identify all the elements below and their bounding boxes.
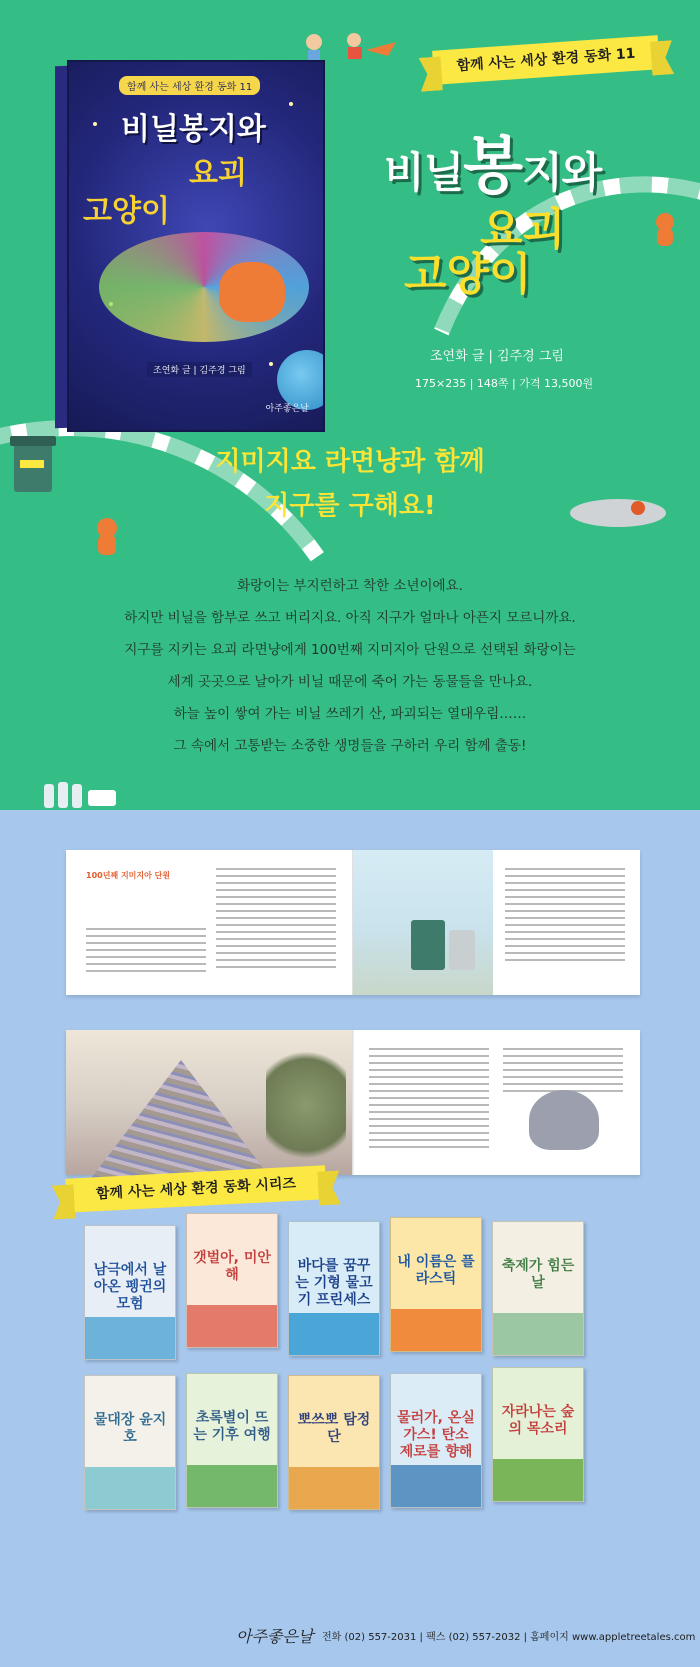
title-part-1: 비닐 [384,148,464,197]
series-book-title: 물러가, 온실가스! 탄소 제로를 향해 [397,1410,475,1460]
series-book[interactable] [390,1373,482,1508]
cover-series-pill: 함께 사는 세상 환경 동화 11 [119,76,260,95]
book-cover [67,60,325,432]
headline-line-1: 지미지요 라면냥과 함께 [215,447,485,477]
city-illustration [353,850,493,995]
text-block [86,928,206,977]
title-big-char: 봉 [463,129,523,202]
book-band [85,1467,175,1509]
series-list-ribbon: 함께 사는 세상 환경 동화 시리즈 [65,1165,326,1213]
book-band [493,1313,583,1355]
series-book[interactable] [492,1367,584,1502]
description-line: 지구를 지키는 요괴 라면냥에게 100번째 지미지아 단원으로 선택된 화랑이는 [124,642,576,658]
text-block [369,1048,489,1153]
spread-2-left-page [66,1030,353,1175]
description-line: 하지만 비닐을 함부로 쓰고 버리지요. 아직 지구가 얼마나 아픈지 모르니까요. [124,610,576,626]
series-book[interactable] [492,1221,584,1356]
series-book-grid [84,1225,628,1565]
publisher-logo: 아주좋은날 [236,1627,314,1646]
description-line: 하늘 높이 쌓여 가는 비닐 쓰레기 산, 파괴되는 열대우림…… [173,706,527,722]
description-line: 세계 곳곳으로 날아가 비닐 때문에 죽어 가는 동물들을 만나요. [167,674,533,690]
spread-1-right-page [353,850,640,995]
publisher-contact: 전화 (02) 557-2031 | 팩스 (02) 557-2032 | 홈페이지 www.appletreetales.com [322,1632,696,1643]
elephant-illustration [529,1090,599,1150]
series-ribbon: 함께 사는 세상 환경 동화 11 [432,35,660,85]
text-block [505,868,625,966]
book-band [85,1317,175,1359]
headline [0,440,700,528]
spread-chapter-heading: 100년째 지미지아 단원 [86,871,171,880]
series-book[interactable] [390,1217,482,1352]
book-description [0,570,700,762]
orange-cat-illustration [219,262,285,322]
cover-publisher: 아주좋은날 [265,404,309,414]
green-bin-illustration [411,920,445,970]
star-decoration [269,362,273,366]
book-band [187,1305,277,1347]
book-band [289,1467,379,1509]
cover-title-3: 고양이 [83,194,170,229]
spread-1-left-page [66,850,353,995]
hero-section [0,0,700,810]
footer [0,1600,700,1667]
title-line-1 [384,116,601,205]
book-band [289,1313,379,1355]
series-book-title: 자라나는 숲의 목소리 [501,1404,575,1437]
book-credits: 조연화 글 | 김주경 그림 [430,349,564,364]
book-title [384,88,674,308]
trash-heap [86,1060,276,1185]
series-book[interactable] [84,1375,176,1510]
text-block [216,868,336,973]
tree-illustration [266,1040,346,1170]
series-book[interactable] [186,1373,278,1508]
book-band [187,1465,277,1507]
book-spread-1 [66,850,640,995]
book-band [391,1309,481,1351]
book-spread-2 [66,1030,640,1175]
series-book[interactable] [288,1375,380,1510]
title-line-2: 요괴 [480,204,566,255]
title-part-2: 지와 [522,148,602,197]
series-book-title: 내 이름은 플라스틱 [397,1254,475,1287]
trash-mountain-illustration [66,1030,353,1175]
title-line-3: 고양이 [404,249,532,300]
series-book-title: 물대장 윤지호 [93,1412,167,1445]
book-specs: 175×235 | 148쪽 | 가격 13,500원 [415,377,594,390]
book-band [391,1465,481,1507]
plastic-bottles-illustration [40,776,120,810]
star-decoration [93,122,97,126]
cover-title-1: 비닐봉지와 [121,112,266,147]
book-band [493,1459,583,1501]
grey-bin-illustration [449,930,475,970]
series-book-title: 축제가 힘든 날 [501,1258,575,1291]
description-line: 화랑이는 부지런하고 착한 소년이에요. [237,578,463,594]
headline-line-2: 지구를 구해요! [264,491,436,521]
series-book[interactable] [84,1225,176,1360]
star-decoration [289,102,293,106]
spread-2-right-page [353,1030,640,1175]
series-book-title: 초록별이 뜨는 기후 여행 [193,1410,271,1443]
series-book-title: 갯벌아, 미안해 [193,1250,271,1283]
series-book-title: 뽀쓰뽀 탐정단 [297,1412,371,1445]
series-book[interactable] [186,1213,278,1348]
book-cover-3d [55,60,325,432]
cover-authors: 조연화 글 | 김주경 그림 [147,362,252,377]
series-book-title: 남극에서 날아온 펭귄의 모험 [93,1262,167,1312]
series-book[interactable] [288,1221,380,1356]
description-line: 그 속에서 고통받는 소중한 생명들을 구하러 우리 함께 출동! [173,738,527,754]
series-book-title: 바다를 꿈꾸는 기형 물고기 프린세스 [295,1258,373,1308]
cover-title-2: 요괴 [189,156,247,191]
